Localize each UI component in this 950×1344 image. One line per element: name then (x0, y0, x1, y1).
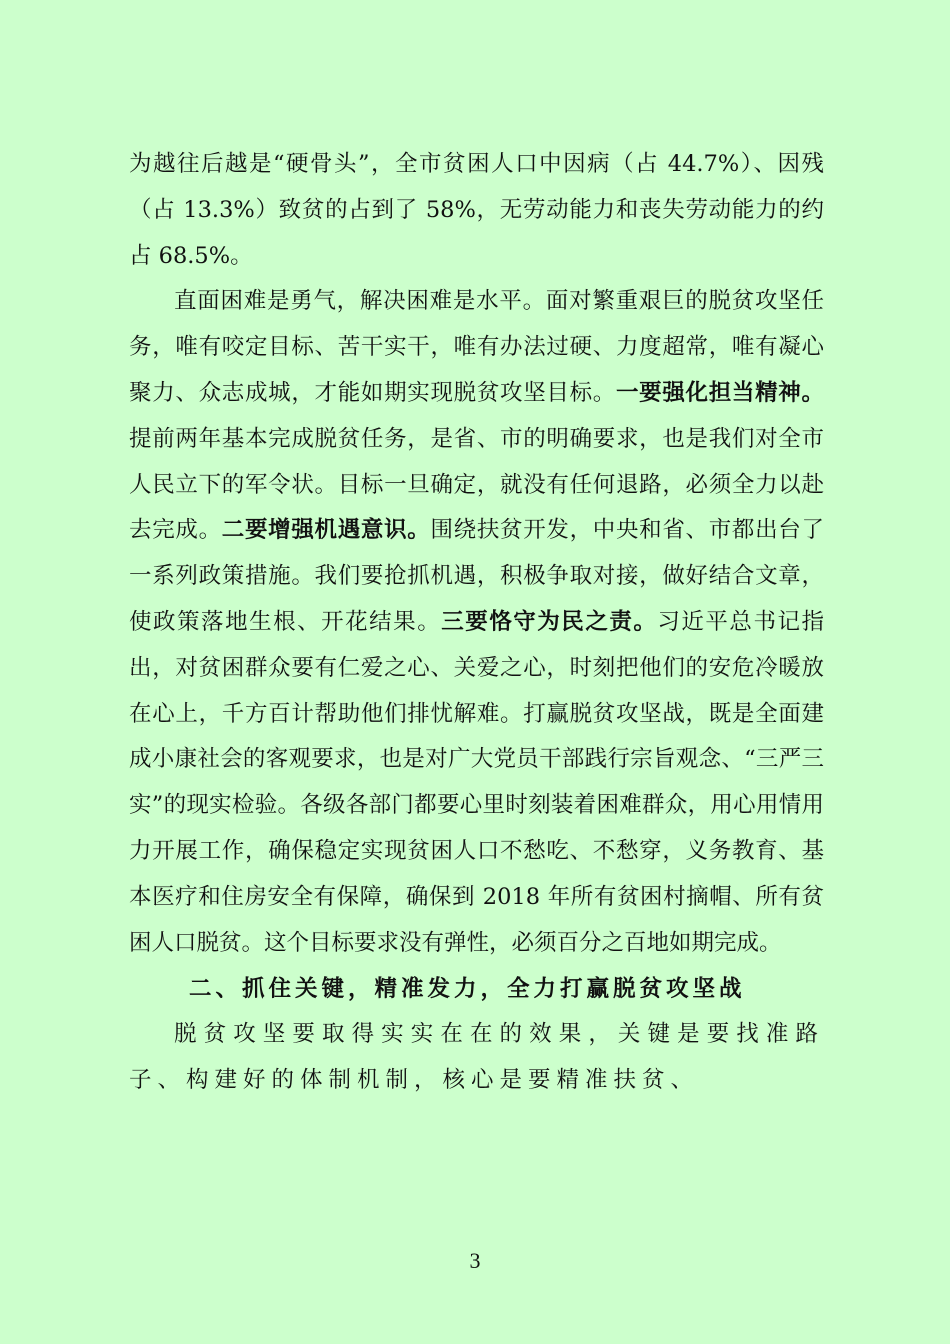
paragraph-text: 直面困难是勇气，解决困难是水平。面对繁重艰巨的脱贫攻坚任务，唯有咬定目标、苦干实干，唯有办法过硬、力度超常，唯有凝心聚力、众志成城，才能如期实现脱贫攻坚目标。 (129, 288, 824, 406)
paragraph-text: 围绕扶贫开发，中央和省、市都出台了一系列政策措施。我们要抢抓机遇，积极争取对接，做好结合文章，使政策落地生根、开花结果。 (129, 517, 824, 635)
paragraph-three-requirements (129, 279, 824, 966)
page-number: 3 (469, 1248, 481, 1273)
paragraph-text: 习近平总书记指出，对贫困群众要有仁爱之心、关爱之心，时刻把他们的安危冷暖放在心上，千方百计帮助他们排忧解难。打赢脱贫攻坚战，既是全面建成小康社会的客观要求，也是对广大党员干部践行宗旨观念、“三严三实”的现实检验。各级各部门都要心里时刻装着困难群众，用心用情用力开展工作，确保稳定实现贫困人口不愁吃、不愁穿，义务教育、基本医疗和住房安全有保障，确保到 2018 年所有贫困村摘帽、所有贫困人口脱贫。这个目标要求没有弹性，必须百分之百地如期完成。 (129, 608, 824, 956)
bold-point-two: 二要增强机遇意识。 (221, 517, 431, 544)
bold-point-three: 三要恪守为民之责。 (441, 608, 658, 635)
bold-point-one: 一要强化担当精神。 (615, 379, 824, 406)
paragraph-poverty-statistics: 为越往后越是“硬骨头”，全市贫困人口中因病（占 44.7%）、因残（占 13.3%）致贫的占到了 58%，无劳动能力和丧失劳动能力的约占 68.5%。 (129, 151, 824, 269)
paragraph-text: 提前两年基本完成脱贫任务，是省、市的明确要求，也是我们对全市人民立下的军令状。目标一旦确定，就没有任何退路，必须全力以赴去完成。 (129, 425, 824, 544)
paragraph-key-approach: 脱贫攻坚要取得实实在在的效果，关键是要找准路子、构建好的体制机制，核心是要精准扶贫、 (129, 1021, 824, 1094)
document-body (129, 142, 824, 1104)
section-heading-two: 二、抓住关键，精准发力，全力打赢脱贫攻坚战 (189, 976, 746, 1003)
